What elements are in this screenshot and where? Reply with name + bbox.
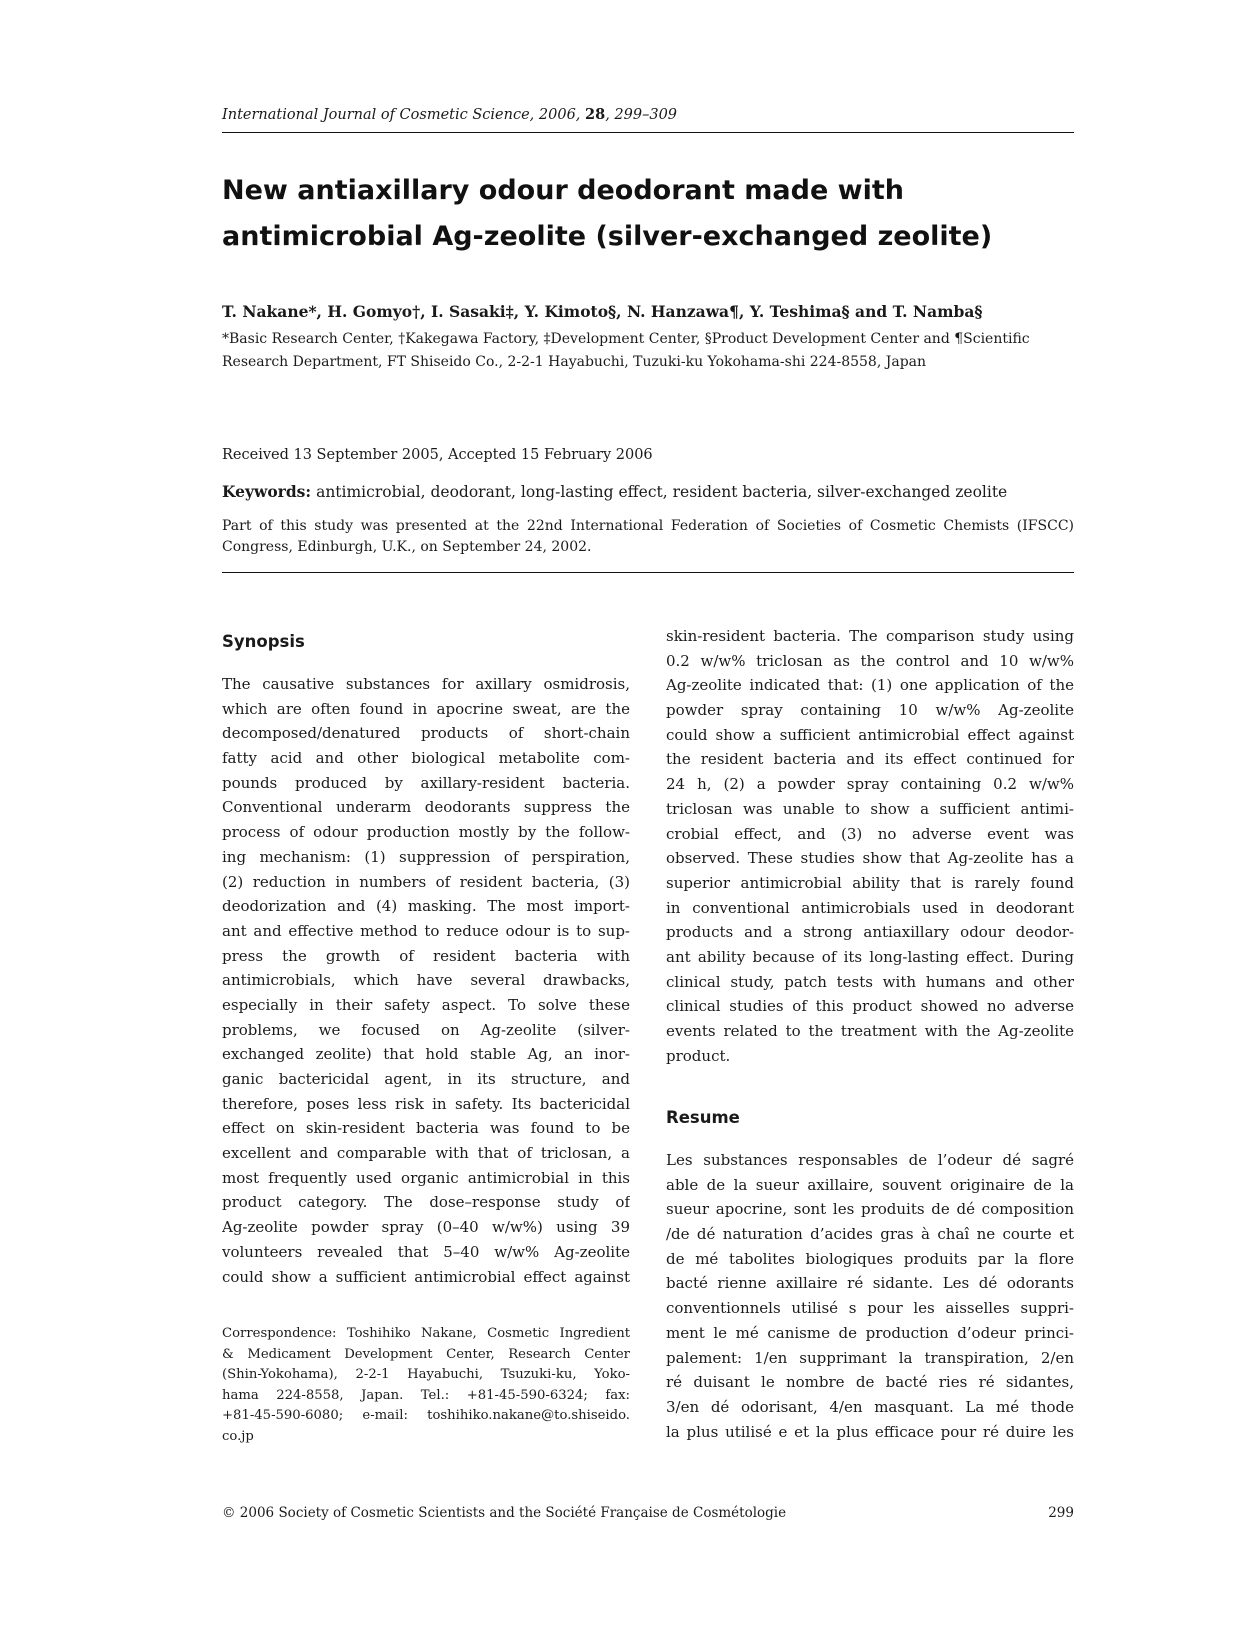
journal-year: 2006,: [538, 107, 581, 123]
keywords-text: antimicrobial, deodorant, long-lasting effect, resident bacteria, silver-exchanged zeolite: [316, 483, 1008, 501]
text-line: product category. The dose–response study of: [222, 1193, 630, 1212]
text-line: conventionnels utilisé s pour les aisselles suppri-: [666, 1299, 1074, 1318]
text-line: pounds produced by axillary-resident bacteria.: [222, 773, 630, 792]
text-line: 24 h, (2) a powder spray containing 0.2 w/w%: [666, 775, 1074, 794]
text-line: exchanged zeolite) that hold stable Ag, an inor-: [222, 1045, 630, 1064]
text-line: ment le mé canisme de production d’odeur princi-: [666, 1323, 1074, 1342]
text-line: Les substances responsables de l’odeur dé sagré: [666, 1151, 1074, 1169]
text-line: the resident bacteria and its effect continued for: [666, 750, 1074, 769]
affiliation-line-2: Research Department, FT Shiseido Co., 2-2-1 Hayabuchi, Tuzuki-ku Yokohama-shi 224-8558, Japan: [222, 354, 927, 370]
text-line: fatty acid and other biological metabolite com-: [222, 749, 630, 768]
received-dates: Received 13 September 2005, Accepted 15 February 2006: [222, 447, 653, 463]
synopsis-body: [222, 672, 630, 1289]
text-line: deodorization and (4) masking. The most import-: [222, 897, 630, 916]
text-line: in conventional antimicrobials used in deodorant: [666, 898, 1074, 917]
text-line: events related to the treatment with the Ag-zeolite: [666, 1022, 1074, 1040]
text-line: palement: 1/en supprimant la transpiration, 2/en: [666, 1348, 1074, 1367]
resume-heading: Resume: [666, 1108, 740, 1127]
text-line: excellent and comparable with that of triclosan, a: [222, 1144, 630, 1163]
page-number: 299: [1048, 1505, 1074, 1521]
affiliation-line-1: *Basic Research Center, †Kakegawa Factory, ‡Development Center, §Product Development Center and ¶Scientific: [222, 331, 1030, 347]
text-line: Ag-zeolite indicated that: (1) one application of the: [666, 676, 1074, 695]
text-line: most frequently used organic antimicrobial in this: [222, 1168, 630, 1187]
text-line: +81-45-590-6080; e-mail: toshihiko.nakane@to.shiseido.: [222, 1408, 630, 1424]
copyright: © 2006 Society of Cosmetic Scientists and the Société Française de Cosmétologie: [222, 1505, 787, 1521]
text-line: bacté rienne axillaire ré sidante. Les dé odorants: [666, 1274, 1074, 1293]
text-line: decomposed/denatured products of short-chain: [222, 724, 630, 743]
text-line: ganic bactericidal agent, in its structure, and: [222, 1070, 630, 1088]
authors: T. Nakane*, H. Gomyo†, I. Sasaki‡, Y. Kimoto§, N. Hanzawa¶, Y. Teshima§ and T. Namba§: [222, 302, 983, 321]
text-line: ant ability because of its long-lasting effect. During: [666, 947, 1074, 966]
text-line: /de dé naturation d’acides gras à chaî ne courte et: [666, 1225, 1074, 1244]
keywords: [222, 482, 1007, 501]
text-line: could show a sufficient antimicrobial effect against: [222, 1267, 630, 1286]
header-rule: [222, 132, 1074, 133]
text-line: skin-resident bacteria. The comparison study using: [666, 627, 1074, 645]
text-line: product.: [666, 1046, 731, 1065]
text-line: especially in their safety aspect. To solve these: [222, 995, 630, 1014]
text-line: effect on skin-resident bacteria was found to be: [222, 1119, 630, 1138]
text-line: crobial effect, and (3) no adverse event was: [666, 824, 1074, 843]
presentation-note: [222, 516, 1074, 558]
keywords-label: Keywords:: [222, 482, 312, 501]
text-line: Ag-zeolite powder spray (0–40 w/w%) using 39: [222, 1218, 630, 1237]
text-line: sueur apocrine, sont les produits de dé composition: [666, 1200, 1074, 1219]
journal-pages: , 299–309: [605, 107, 678, 123]
text-line: Conventional underarm deodorants suppress the: [222, 798, 630, 817]
text-line: hama 224-8558, Japan. Tel.: +81-45-590-6324; fax:: [222, 1387, 630, 1403]
text-line: 0.2 w/w% triclosan as the control and 10 w/w%: [666, 651, 1074, 670]
text-line: & Medicament Development Center, Research Center: [222, 1346, 630, 1362]
section-rule: [222, 572, 1074, 573]
text-line: ing mechanism: (1) suppression of perspiration,: [222, 847, 630, 866]
text-line: problems, we focused on Ag-zeolite (silver-: [222, 1020, 630, 1039]
text-line: triclosan was unable to show a sufficient antimi-: [666, 799, 1074, 818]
text-line: able de la sueur axillaire, souvent originaire de la: [666, 1175, 1074, 1194]
text-line: products and a strong antiaxillary odour deodor-: [666, 923, 1074, 942]
affiliations: [222, 328, 1074, 374]
text-line: clinical studies of this product showed no adverse: [666, 997, 1074, 1016]
text-line: co.jp: [222, 1428, 254, 1444]
text-line: 3/en dé odorisant, 4/en masquant. La mé thode: [666, 1397, 1074, 1416]
presentation-note-line-1: Part of this study was presented at the 22nd International Federation of Societies of Cosmetic Chemists (IFSCC): [222, 518, 1074, 534]
presentation-note-line-2: Congress, Edinburgh, U.K., on September 24, 2002.: [222, 539, 592, 555]
text-line: (2) reduction in numbers of resident bacteria, (3): [222, 872, 630, 891]
text-line: ré duisant le nombre de bacté ries ré sidantes,: [666, 1373, 1074, 1392]
text-line: clinical study, patch tests with humans and other: [666, 972, 1074, 991]
title-line-2: antimicrobial Ag-zeolite (silver-exchanged zeolite): [222, 221, 993, 252]
text-line: antimicrobials, which have several drawbacks,: [222, 971, 630, 990]
text-line: therefore, poses less risk in safety. Its bactericidal: [222, 1094, 630, 1113]
text-line: de mé tabolites biologiques produits par la flore: [666, 1249, 1074, 1268]
journal-name: International Journal of Cosmetic Science: [222, 107, 530, 123]
text-line: (Shin-Yokohama), 2-2-1 Hayabuchi, Tsuzuki-ku, Yoko-: [222, 1367, 630, 1383]
journal-volume: 28: [585, 106, 606, 123]
synopsis-heading: Synopsis: [222, 632, 305, 651]
text-line: which are often found in apocrine sweat, are the: [222, 699, 630, 718]
resume-body: [666, 1148, 1074, 1444]
correspondence: [222, 1324, 630, 1448]
text-line: ant and effective method to reduce odour is to sup-: [222, 921, 630, 940]
text-line: superior antimicrobial ability that is rarely found: [666, 873, 1074, 892]
article-title: [222, 168, 1074, 260]
text-line: The causative substances for axillary osmidrosis,: [222, 675, 630, 693]
text-line: powder spray containing 10 w/w% Ag-zeolite: [666, 701, 1074, 720]
text-line: volunteers revealed that 5–40 w/w% Ag-zeolite: [222, 1242, 630, 1261]
text-line: la plus utilisé e et la plus efficace pour ré duire les: [666, 1422, 1074, 1441]
synopsis-continued: [666, 624, 1074, 1068]
text-line: observed. These studies show that Ag-zeolite has a: [666, 849, 1074, 868]
journal-citation: International Journal of Cosmetic Science, 2006, 28, 299–309: [222, 106, 678, 123]
text-line: process of odour production mostly by the follow-: [222, 823, 630, 842]
text-line: Correspondence: Toshihiko Nakane, Cosmetic Ingredient: [222, 1326, 630, 1341]
text-line: press the growth of resident bacteria with: [222, 946, 630, 965]
text-line: could show a sufficient antimicrobial effect against: [666, 725, 1074, 744]
title-line-1: New antiaxillary odour deodorant made with: [222, 175, 905, 206]
